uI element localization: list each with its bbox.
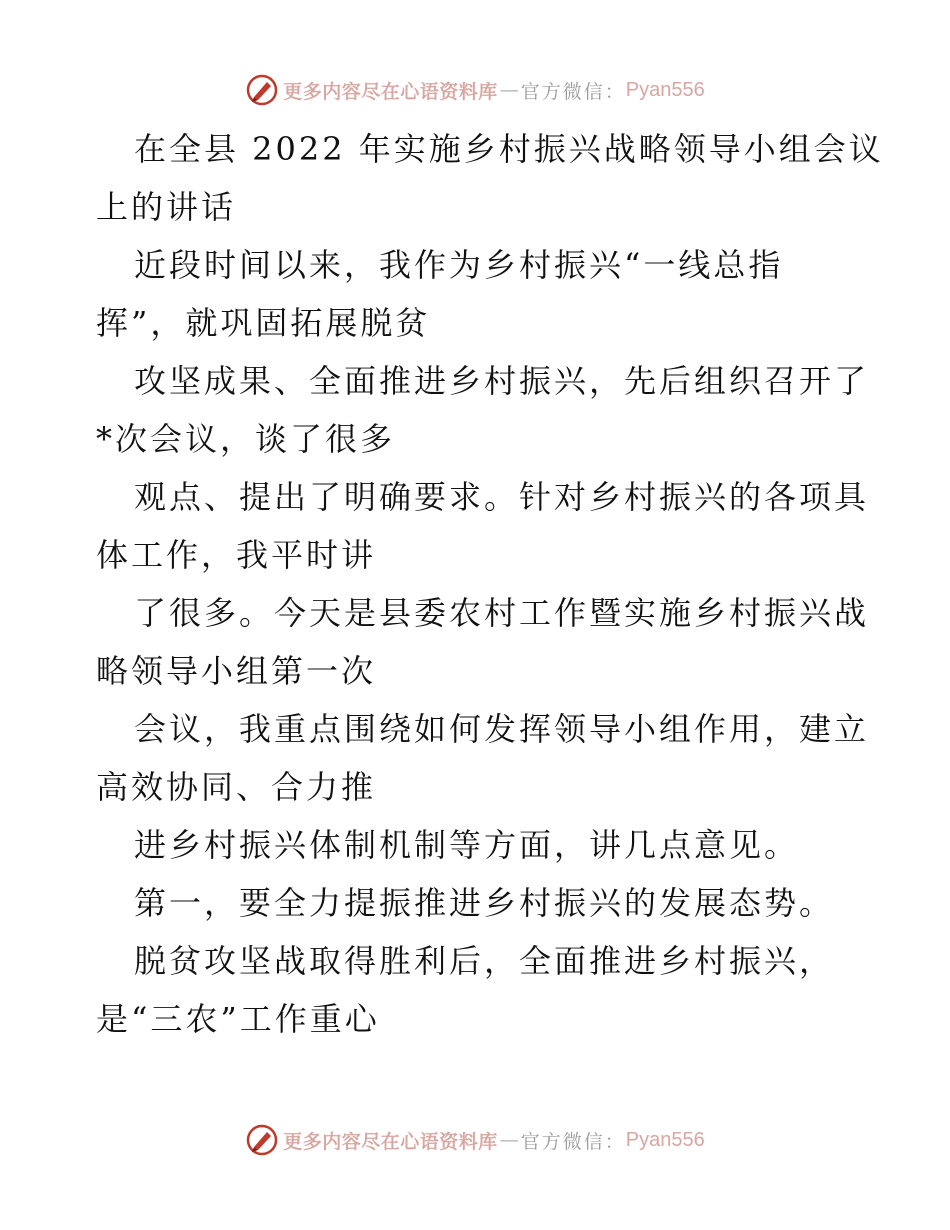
paragraph-line: 在全县 2022 年实施乡村振兴战略领导小组会议 [134, 130, 884, 168]
paragraph-line: 高效协同、合力推 [96, 768, 377, 806]
paragraph-line: 体工作，我平时讲 [96, 536, 377, 574]
paragraph-line: 第一，要全力提振推进乡村振兴的发展态势。 [134, 884, 835, 922]
paragraph-line: 进乡村振兴体制机制等方面，讲几点意见。 [134, 826, 800, 864]
paragraph-line: 脱贫攻坚战取得胜利后，全面推进乡村振兴， [134, 942, 835, 980]
watermark-wechat-id: Pyan556 [625, 78, 705, 101]
pen-circle-logo-icon [245, 73, 279, 107]
paragraph-line: 略领导小组第一次 [96, 652, 377, 690]
watermark-site-text: 更多内容尽在心语资料库 [283, 1130, 498, 1153]
paragraph-line: 攻坚成果、全面推进乡村振兴，先后组织召开了 [134, 362, 870, 400]
paragraph-line: 挥”，就巩固拓展脱贫 [96, 304, 431, 342]
paragraph-line: 了很多。今天是县委农村工作暨实施乡村振兴战 [134, 594, 870, 632]
footer-watermark [0, 1120, 950, 1160]
pen-circle-logo-icon [245, 1123, 279, 1157]
watermark-label: 官方微信： [520, 1130, 626, 1153]
header-watermark [0, 70, 950, 110]
paragraph-line: *次会议，谈了很多 [96, 420, 396, 458]
document-body [96, 120, 884, 1048]
watermark-site-text: 更多内容尽在心语资料库 [283, 80, 498, 103]
watermark-wechat-id: Pyan556 [625, 1128, 705, 1151]
watermark-label: 官方微信： [520, 80, 626, 103]
paragraph-line: 观点、提出了明确要求。针对乡村振兴的各项具 [134, 478, 870, 516]
paragraph-line: 会议，我重点围绕如何发挥领导小组作用，建立 [134, 710, 870, 748]
watermark-dash: — [499, 79, 519, 101]
watermark-dash: — [499, 1129, 519, 1151]
paragraph-line: 近段时间以来，我作为乡村振兴“一线总指 [134, 246, 784, 284]
paragraph-line: 是“三农”工作重心 [96, 1000, 380, 1038]
paragraph-line: 上的讲话 [96, 188, 237, 226]
